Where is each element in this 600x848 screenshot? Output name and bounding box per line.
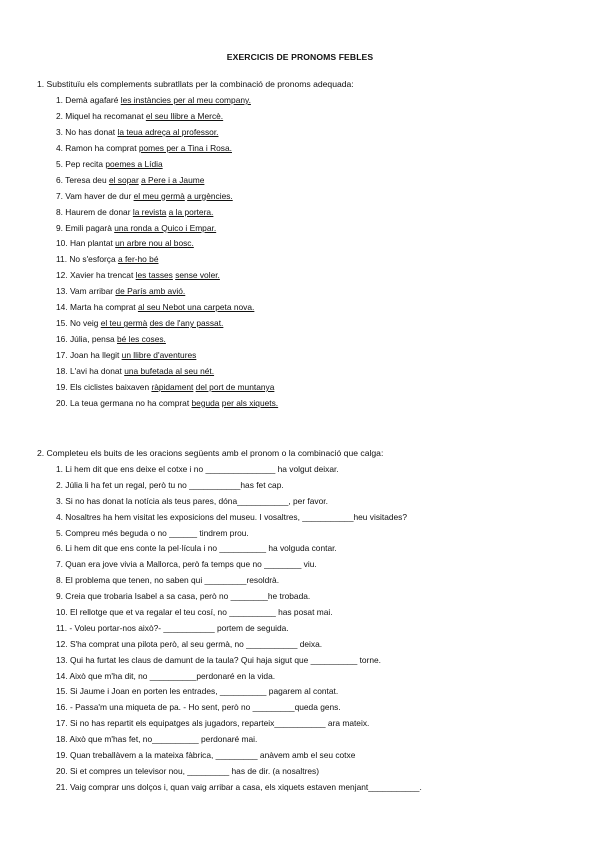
sentence-text: 4. Ramon ha comprat xyxy=(56,142,139,153)
exercise-2-item: 2. Júlia li ha fet un regal, però tu no ___________has fet cap. xyxy=(56,479,284,490)
underlined-complement: ràpidament xyxy=(151,381,194,392)
sentence-text: 6. Teresa deu xyxy=(56,174,109,185)
exercise-2-item: 16. - Passa'm una miqueta de pa. - Ho sent, però no _________queda gens. xyxy=(56,702,341,713)
underlined-complement: el sopar xyxy=(108,174,139,185)
exercise-1-item xyxy=(56,237,278,253)
underlined-complement: les instàncies per al meu company. xyxy=(120,95,251,105)
sentence-text: 16. Júlia, pensa xyxy=(56,334,117,345)
sentence-text: 20. La teua germana no ha comprat xyxy=(56,397,192,408)
exercise-2-item: 3. Si no has donat la notícia als teus pares, dóna___________, per favor. xyxy=(56,495,328,506)
exercise-2-item: 12. S'ha comprat una pilota però, al seu germà, no ___________ deixa. xyxy=(56,638,323,649)
exercise-2-item: 14. Això que m'ha dit, no __________perdonaré en la vida. xyxy=(56,670,276,681)
exercise-2-heading: 2. Completeu els buits de les oracions següents amb el pronom o la combinació que calga: xyxy=(37,448,384,458)
exercise-1-item xyxy=(56,269,278,285)
exercise-2-item: 11. - Voleu portar-nos això?- ___________ portem de seguida. xyxy=(56,622,289,633)
underlined-complement: del port de muntanya xyxy=(195,381,275,392)
sentence-text: 14. Marta ha comprat xyxy=(56,302,138,313)
underlined-complement: la revista xyxy=(132,206,167,217)
underlined-complement: el teu germà xyxy=(100,318,148,329)
sentence-text: 12. Xavier ha trencat xyxy=(56,270,136,281)
sentence-text: 13. Vam arribar xyxy=(56,286,116,297)
sentence-text: 1. Demà agafaré xyxy=(56,95,121,105)
exercise-2-item: 7. Quan era jove vivia a Mallorca, però fa temps que no ________ viu. xyxy=(56,559,317,570)
underlined-complement: pomes per a Tina i Rosa. xyxy=(138,142,232,153)
exercise-1-item xyxy=(56,301,278,317)
sentence-text: 2. Miquel ha recomanat xyxy=(56,110,146,121)
exercise-1-item xyxy=(56,126,278,142)
exercise-2-list xyxy=(56,463,422,797)
exercise-2-item: 21. Vaig comprar uns dolços i, quan vaig arribar a casa, els xiquets estaven menjant___________. xyxy=(56,781,422,792)
exercise-2-item: 17. Si no has repartit els equipatges als jugadors, reparteix___________ ara mateix. xyxy=(56,718,370,729)
exercise-1-item xyxy=(56,206,278,222)
document-title: EXERCICIS DE PRONOMS FEBLES xyxy=(226,52,374,62)
exercise-1-item xyxy=(56,253,278,269)
sentence-text: 10. Han plantat xyxy=(56,238,116,249)
underlined-complement: a Pere i a Jaume xyxy=(141,174,205,185)
underlined-complement: des de l'any passat. xyxy=(149,318,224,329)
underlined-complement: beguda xyxy=(191,397,220,408)
exercise-1-item xyxy=(56,158,278,174)
underlined-complement: una ronda a Quico i Empar. xyxy=(114,222,217,233)
underlined-complement: un arbre nou al bosc. xyxy=(115,238,194,249)
exercise-1-list xyxy=(56,94,278,413)
exercise-2-item: 20. Si et compres un televisor nou, _________ has de dir. (a nosaltres) xyxy=(56,765,320,776)
sentence-text: 19. Els ciclistes baixaven xyxy=(56,381,152,392)
sentence-text: 17. Joan ha llegit xyxy=(56,350,122,360)
underlined-complement: a urgències. xyxy=(187,190,233,201)
exercise-1-item xyxy=(56,285,278,301)
exercise-2-item: 18. Això que m'has fet, no__________ perdonaré mai. xyxy=(56,734,258,745)
sentence-text: 7. Vam haver de dur xyxy=(56,190,134,201)
sentence-text: 8. Haurem de donar xyxy=(56,206,133,217)
underlined-complement: poemes a Lídia xyxy=(105,158,163,169)
exercise-1-item xyxy=(56,190,278,206)
exercise-2-item: 9. Creia que trobaria Isabel a sa casa, però no ________he trobada. xyxy=(56,591,311,602)
underlined-complement: el seu llibre a Mercè. xyxy=(145,110,224,121)
exercise-1-item xyxy=(56,110,278,126)
exercise-2-item: 6. Li hem dit que ens conte la pel·lícula i no __________ ha volguda contar. xyxy=(56,543,337,554)
exercise-2-item: 13. Qui ha furtat les claus de damunt de la taula? Qui haja sigut que __________ torne. xyxy=(56,654,381,665)
exercise-1-item xyxy=(56,365,278,381)
underlined-complement: la teua adreça al professor. xyxy=(117,126,219,137)
exercise-1-item xyxy=(56,142,278,158)
underlined-complement: a fer-ho bé xyxy=(117,254,159,265)
underlined-complement: de París amb avió. xyxy=(115,286,186,297)
sentence-text: 18. L'avi ha donat xyxy=(56,365,125,376)
exercise-1-item xyxy=(56,349,278,365)
exercise-2-item: 1. Li hem dit que ens deixe el cotxe i no _______________ ha volgut deixar. xyxy=(56,464,339,474)
exercise-1-item xyxy=(56,317,278,333)
sentence-text: 11. No s'esforça xyxy=(56,254,118,265)
exercise-2-item: 19. Quan treballàvem a la mateixa fàbrica, _________ anàvem amb el seu cotxe xyxy=(56,750,356,761)
exercise-2-item: 4. Nosaltres ha hem visitat les exposicions del museu. I vosaltres, ___________heu visitades? xyxy=(56,511,408,522)
underlined-complement: per als xiquets. xyxy=(221,397,279,408)
sentence-text: 15. No veig xyxy=(56,318,101,329)
exercise-2-item: 15. Si Jaume i Joan en porten les entrades, __________ pagarem al contat. xyxy=(56,686,339,697)
underlined-complement: una bufetada al seu nét. xyxy=(124,365,215,376)
underlined-complement: sense voler. xyxy=(175,270,220,281)
exercise-1-item xyxy=(56,222,278,238)
underlined-complement: a la portera. xyxy=(168,206,214,217)
exercise-1-heading: 1. Substituïu els complements subratllats per la combinació de pronoms adequada: xyxy=(37,79,354,89)
exercise-2-item: 5. Compreu més beguda o no ______ tindrem prou. xyxy=(56,527,249,538)
underlined-complement: al seu Nebot una carpeta nova. xyxy=(137,302,255,313)
exercise-1-item xyxy=(56,397,278,413)
exercise-1-item xyxy=(56,333,278,349)
sentence-text: 3. No has donat xyxy=(56,126,118,137)
exercise-1-item xyxy=(56,94,278,110)
sentence-text: 9. Emili pagarà xyxy=(56,222,115,233)
sentence-text: 5. Pep recita xyxy=(56,158,106,169)
underlined-complement: bé les coses. xyxy=(117,334,166,345)
exercise-2-item: 8. El problema que tenen, no saben qui _________resoldrà. xyxy=(56,575,280,586)
exercise-2-item: 10. El rellotge que et va regalar el teu cosí, no __________ has posat mai. xyxy=(56,607,333,618)
underlined-complement: el meu germà xyxy=(133,190,185,201)
exercise-1-item xyxy=(56,174,278,190)
underlined-complement: les tasses xyxy=(135,270,173,281)
exercise-1-item xyxy=(56,381,278,397)
underlined-complement: un llibre d'aventures xyxy=(121,350,197,360)
